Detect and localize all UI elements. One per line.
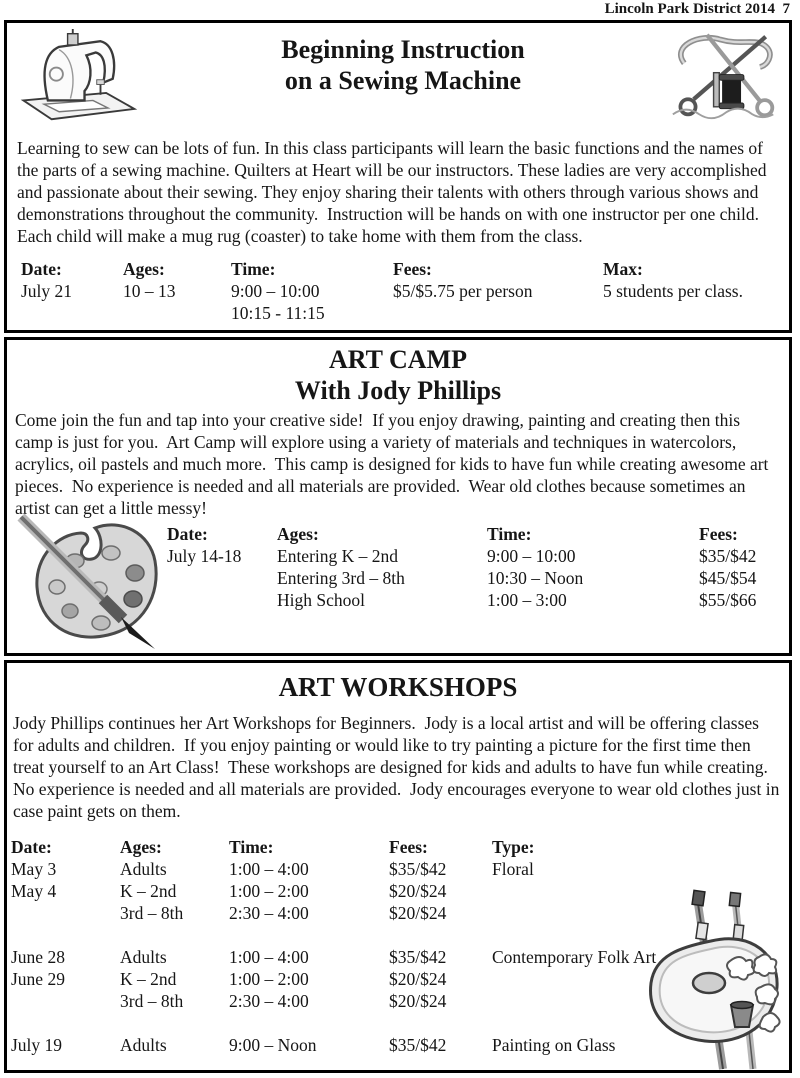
column-header: Fees: xyxy=(393,259,432,279)
table-cell: $20/$24 xyxy=(389,881,447,901)
table-cell: Contemporary Folk Art xyxy=(492,947,657,967)
art-camp-schedule-table xyxy=(167,523,756,611)
column-header: Ages: xyxy=(277,524,319,544)
page-header: Lincoln Park District 2014 7 xyxy=(604,1,790,17)
table-cell: 2:30 – 4:00 xyxy=(229,903,309,923)
table-cell: $20/$24 xyxy=(389,903,447,923)
sewing-section xyxy=(4,20,792,333)
table-row xyxy=(11,1034,656,1056)
table-cell: 2:30 – 4:00 xyxy=(229,991,309,1011)
table-cell: 1:00 – 2:00 xyxy=(229,881,309,901)
table-cell: June 29 xyxy=(11,969,65,989)
column-header: Fees: xyxy=(389,837,428,857)
sewing-header-row xyxy=(7,23,789,128)
title-line-1: Beginning Instruction xyxy=(281,35,525,64)
table-header-row xyxy=(21,258,743,280)
art-workshops-section xyxy=(4,660,792,1073)
table-cell: 1:00 – 4:00 xyxy=(229,947,309,967)
art-camp-section xyxy=(4,337,792,656)
title-line-2: on a Sewing Machine xyxy=(284,66,522,95)
table-cell xyxy=(389,1012,492,1034)
title-line-2: With Jody Phillips xyxy=(294,376,502,405)
table-cell: July 14-18 xyxy=(167,546,242,566)
table-cell xyxy=(492,880,656,902)
sewing-schedule-table xyxy=(21,258,743,324)
table-row xyxy=(11,1012,656,1034)
table-cell: 1:00 – 2:00 xyxy=(229,969,309,989)
table-cell: 10 – 13 xyxy=(123,281,176,301)
table-cell: 1:00 – 3:00 xyxy=(487,590,567,610)
table-cell: $45/$54 xyxy=(699,568,757,588)
table-cell: 1:00 – 4:00 xyxy=(229,859,309,879)
table-cell xyxy=(393,302,603,324)
title-line-1: ART CAMP xyxy=(329,345,467,374)
column-header: Date: xyxy=(11,837,52,857)
section-title-sewing xyxy=(139,34,667,96)
table-row xyxy=(11,990,656,1012)
table-cell: Adults xyxy=(120,859,167,879)
table-cell: $55/$66 xyxy=(699,590,757,610)
table-cell: 10:15 - 11:15 xyxy=(231,303,325,323)
sewing-description: Learning to sew can be lots of fun. In this class participants will learn the basic functions and the names of the parts of a sewing machine. Quilters at Heart will be our instructors. These ladies are very accomplished and passionate about their sewing. They enjoy sharing their talents with others through various shows and demonstrations throughout the community. Instruction will be hands on with one instructor per one child. Each child will make a mug rug (coaster) to take home with them from the class. xyxy=(17,138,771,246)
table-cell: 3rd – 8th xyxy=(120,903,184,923)
table-cell: June 28 xyxy=(11,947,65,967)
table-cell: Floral xyxy=(492,859,534,879)
table-cell xyxy=(167,567,277,589)
table-cell: $35/$42 xyxy=(389,947,447,967)
table-cell: 3rd – 8th xyxy=(120,991,184,1011)
table-cell xyxy=(492,924,656,946)
table-cell: 5 students per class. xyxy=(603,281,743,301)
table-cell: 9:00 – 10:00 xyxy=(487,546,576,566)
table-cell: July 19 xyxy=(11,1035,63,1055)
table-cell: Adults xyxy=(120,947,167,967)
table-cell xyxy=(167,589,277,611)
table-header-row xyxy=(11,836,656,858)
column-header: Ages: xyxy=(123,259,165,279)
table-cell xyxy=(492,902,656,924)
column-header: Date: xyxy=(21,259,62,279)
table-cell: 9:00 – Noon xyxy=(229,1035,317,1055)
table-cell: May 3 xyxy=(11,859,57,879)
table-cell xyxy=(11,902,120,924)
table-cell: Painting on Glass xyxy=(492,1035,616,1055)
table-cell xyxy=(229,924,389,946)
section-title-art-camp xyxy=(7,344,789,406)
table-cell: May 4 xyxy=(11,881,57,901)
sewing-machine-icon xyxy=(15,29,139,128)
table-cell: K – 2nd xyxy=(120,881,177,901)
table-cell xyxy=(123,302,231,324)
table-cell xyxy=(11,1012,120,1034)
art-camp-description: Come join the fun and tap into your creative side! If you enjoy drawing, painting and creating then this camp is just for you. Art Camp will explore using a variety of materials and techniques in watercolors, acrylics, oil pastels and much more. This camp is designed for kids to have fun while creating awesome art pieces. No experience is needed and all materials are provided. Wear old clothes because sometimes an artist can get a little messy! xyxy=(15,410,773,518)
table-cell: $5/$5.75 per person xyxy=(393,281,533,301)
table-cell: Entering 3rd – 8th xyxy=(277,568,405,588)
table-cell: July 21 xyxy=(21,281,73,301)
column-header: Fees: xyxy=(699,524,738,544)
table-cell: $35/$42 xyxy=(389,859,447,879)
table-cell xyxy=(229,1012,389,1034)
table-row xyxy=(11,946,656,968)
paint-palette-brushes-icon xyxy=(635,883,787,1078)
column-header: Time: xyxy=(229,837,274,857)
table-cell xyxy=(120,1012,229,1034)
column-header: Max: xyxy=(603,259,643,279)
table-cell xyxy=(603,302,743,324)
table-row xyxy=(167,545,756,567)
table-cell xyxy=(389,924,492,946)
sewing-notions-icon xyxy=(667,31,781,126)
table-cell: 9:00 – 10:00 xyxy=(231,281,320,301)
table-row xyxy=(167,567,756,589)
table-cell xyxy=(492,990,656,1012)
table-cell: $20/$24 xyxy=(389,969,447,989)
art-workshops-schedule-table xyxy=(11,836,656,1056)
table-cell xyxy=(11,924,120,946)
table-cell: High School xyxy=(277,590,365,610)
column-header: Time: xyxy=(487,524,532,544)
table-cell: Adults xyxy=(120,1035,167,1055)
art-camp-bottom-row xyxy=(7,523,789,659)
table-cell: $35/$42 xyxy=(699,546,757,566)
table-cell xyxy=(492,968,656,990)
section-title-art-workshops: ART WORKSHOPS xyxy=(278,672,518,702)
table-row xyxy=(11,880,656,902)
column-header: Time: xyxy=(231,259,276,279)
column-header: Ages: xyxy=(120,837,162,857)
column-header: Type: xyxy=(492,837,535,857)
table-cell xyxy=(11,990,120,1012)
table-header-row xyxy=(167,523,756,545)
table-cell: K – 2nd xyxy=(120,969,177,989)
table-row xyxy=(21,280,743,302)
table-row xyxy=(11,968,656,990)
column-header: Date: xyxy=(167,524,208,544)
table-cell: $35/$42 xyxy=(389,1035,447,1055)
paint-palette-brush-icon xyxy=(15,511,165,656)
table-row xyxy=(167,589,756,611)
table-row xyxy=(11,902,656,924)
table-cell xyxy=(120,924,229,946)
table-row xyxy=(11,858,656,880)
table-row xyxy=(21,302,743,324)
table-cell xyxy=(492,1012,656,1034)
table-cell: 10:30 – Noon xyxy=(487,568,584,588)
art-workshops-description: Jody Phillips continues her Art Workshops for Beginners. Jody is a local artist and will be offering classes for adults and children. If you enjoy painting or would like to try painting a picture for the first time then treat yourself to an Art Class! These workshops are designed for kids and adults to have fun while creating. No experience is needed and all materials are provided. Jody encourages everyone to wear old clothes just in case paint gets on them. xyxy=(13,713,784,821)
table-row xyxy=(11,924,656,946)
table-cell: $20/$24 xyxy=(389,991,447,1011)
table-cell xyxy=(21,302,123,324)
table-cell: Entering K – 2nd xyxy=(277,546,399,566)
